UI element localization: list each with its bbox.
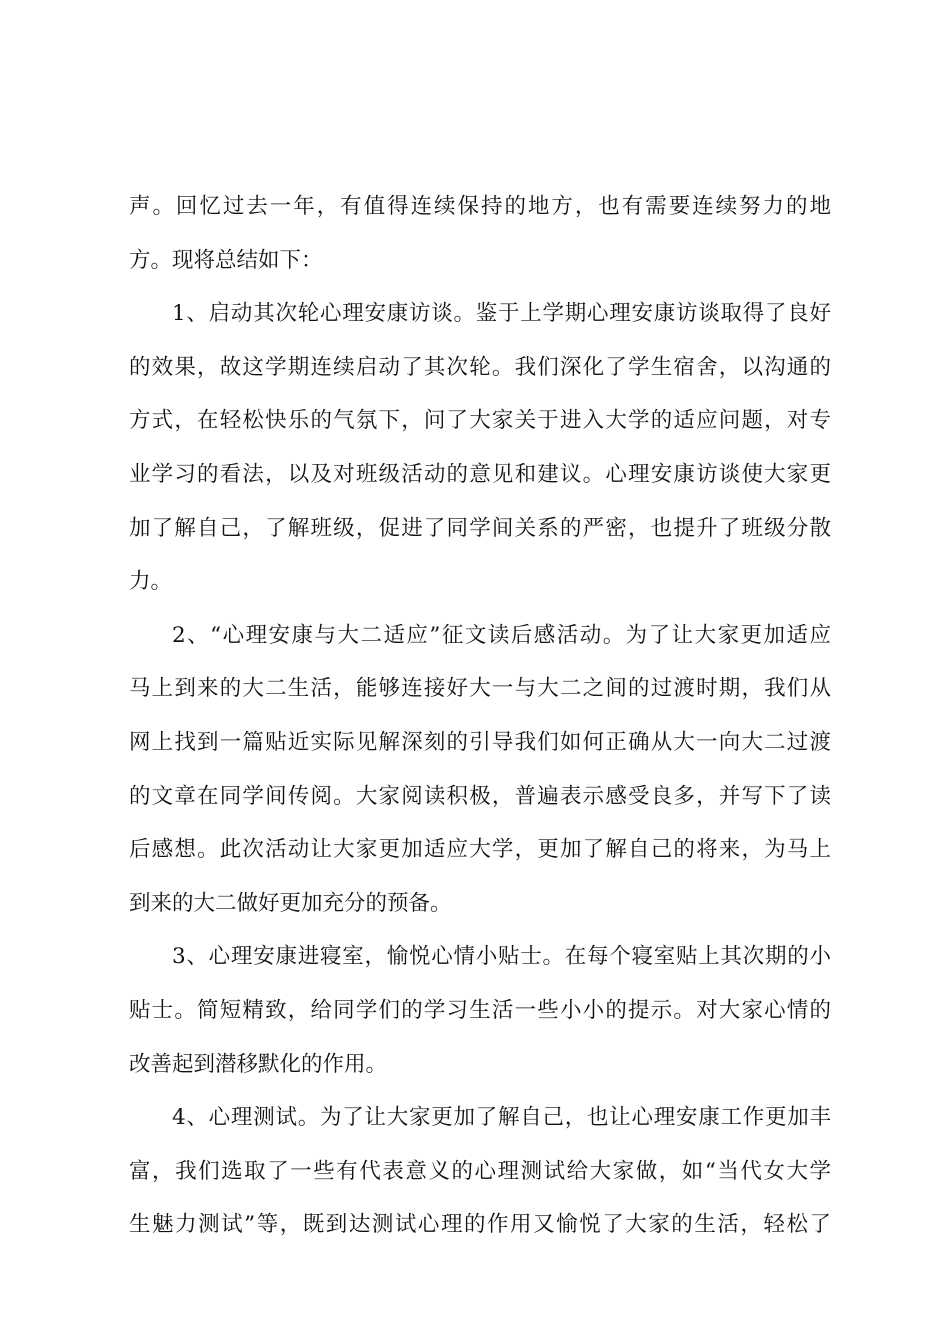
text-line: 富，我们选取了一些有代表意义的心理测试给大家做，如“当代女大学 <box>129 1158 831 1184</box>
text-line: 后感想。此次活动让大家更加适应大学，更加了解自己的将来，为马上 <box>129 837 831 863</box>
text-line: 2、“心理安康与大二适应”征文读后感活动。为了让大家更加适应 <box>172 622 831 648</box>
text-line: 方式，在轻松快乐的气氛下，问了大家关于进入大学的适应问题，对专 <box>129 408 831 434</box>
document-body <box>129 180 831 1252</box>
text-line: 1、启动其次轮心理安康访谈。鉴于上学期心理安康访谈取得了良好 <box>172 301 831 327</box>
text-line: 生魅力测试”等，既到达测试心理的作用又愉悦了大家的生活，轻松了 <box>129 1212 831 1238</box>
text-line: 声。回忆过去一年，有值得连续保持的地方，也有需要连续努力的地 <box>129 194 831 219</box>
text-line: 改善起到潜移默化的作用。 <box>129 1051 388 1077</box>
text-line: 4、心理测试。为了让大家更加了解自己，也让心理安康工作更加丰 <box>172 1105 831 1131</box>
text-line: 业学习的看法，以及对班级活动的意见和建议。心理安康访谈使大家更 <box>129 461 831 487</box>
text-line: 加了解自己，了解班级，促进了同学间关系的严密，也提升了班级分散 <box>129 515 831 541</box>
text-line: 贴士。简短精致，给同学们的学习生活一些小小的提示。对大家心情的 <box>129 997 831 1023</box>
text-line: 的文章在同学间传阅。大家阅读积极，普遍表示感受良多，并写下了读 <box>129 783 831 809</box>
text-line: 网上找到一篇贴近实际见解深刻的引导我们如何正确从大一向大二过渡 <box>129 729 831 755</box>
text-line: 到来的大二做好更加充分的预备。 <box>129 890 452 916</box>
text-line: 马上到来的大二生活，能够连接好大一与大二之间的过渡时期，我们从 <box>129 676 831 702</box>
text-line: 力。 <box>129 569 173 595</box>
text-line: 的效果，故这学期连续启动了其次轮。我们深化了学生宿舍，以沟通的 <box>129 354 831 380</box>
text-line: 方。现将总结如下： <box>129 247 323 273</box>
text-line: 3、心理安康进寝室，愉悦心情小贴士。在每个寝室贴上其次期的小 <box>172 944 831 970</box>
